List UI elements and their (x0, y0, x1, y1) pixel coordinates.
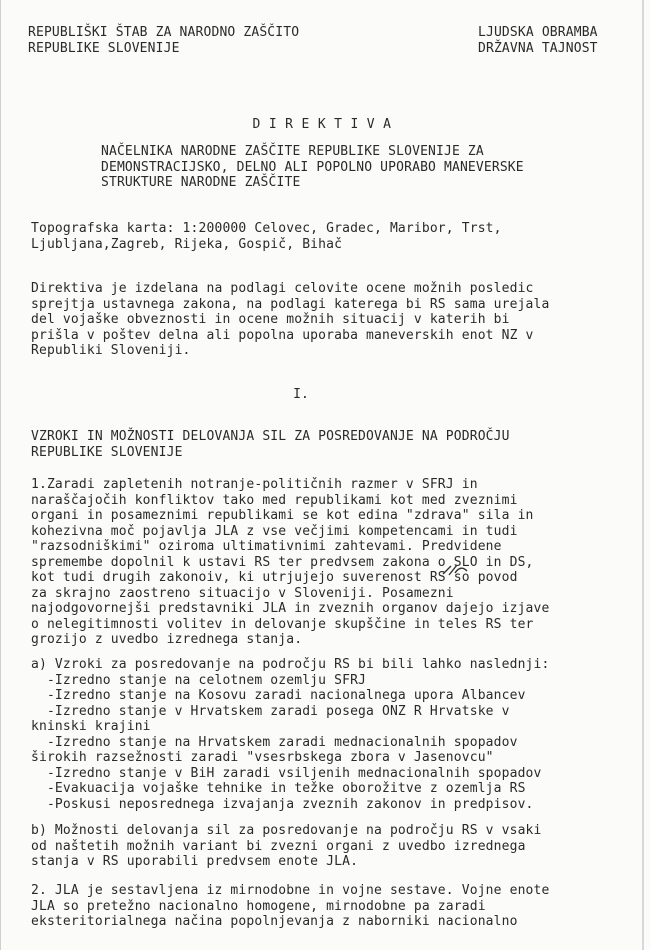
list-a-causes: a) Vzroki za posredovanje na področju RS bi bili lahko naslednji: -Izredno stanje na celotnem ozemlju SFRJ -Izredno stanje na Kosovu zaradi nacionalnega upora Albancev -Izredno stanje v Hrvatskem zaradi posega ONZ R Hrvatske v kninski krajini -Izredno stanje na Hrvatskem zaradi mednacionalnih spopadov širokih razsežnosti zaradi "vsesrbskega zbora v Jasenovcu" -Izredno stanje v BiH zaradi vsiljenih mednacionalnih spopadov -Evakuacija vojaške tehnike in težke oborožitve z ozemlja RS -Poskusi neposrednega izvajanja zveznih zakonov in predpisov. (31, 657, 550, 812)
classification-header: LJUDSKA OBRAMBA DRŽAVNA TAJNOST (478, 25, 598, 56)
issuer-header: REPUBLIŠKI ŠTAB ZA NARODNO ZAŠČITO REPUBLIKE SLOVENIJE (28, 25, 300, 56)
list-b-possibilities: b) Možnosti delovanja sil za posredovanje na področju RS v vsaki od naštetih možnih variant bi zvezni organi z uvedbo izrednega stanja v RS uporabili predvsem enote JLA. (31, 823, 542, 869)
handwritten-correction-mark (441, 563, 469, 577)
topographic-map-reference: Topografska karta: 1:200000 Celovec, Gradec, Maribor, Trst, Ljubljana,Zagreb, Rijeka, Gospič, Bihač (31, 221, 502, 252)
document-title: DIREKTIVA (252, 117, 400, 132)
document-subtitle: NAČELNIKA NARODNE ZAŠČITE REPUBLIKE SLOVENIJE ZA DEMONSTRACIJSKO, DELNO ALI POPOLNO UPORABO MANEVERSKE STRUKTURE NARODNE ZAŠČITE (101, 144, 524, 190)
scan-edge-shadow (642, 0, 644, 950)
section-number: I. (293, 387, 309, 402)
section-heading: VZROKI IN MOŽNOSTI DELOVANJA SIL ZA POSREDOVANJE NA PODROČJU REPUBLIKE SLOVENIJE (31, 429, 510, 460)
paragraph-2: 2. JLA je sestavljena iz mirnodobne in vojne sestave. Vojne enote JLA so pretežno nacionalno homogene, mirnodobne pa zaradi eksteritorialnega načina popolnjevanja z naborniki nacionalno (31, 883, 550, 929)
intro-paragraph: Direktiva je izdelana na podlagi celovite ocene možnih posledic sprejtja ustavnega zakona, na podlagi katerega bi RS sama urejala del vojaške obveznosti in ocene možnih situacij v katerih bi prišla v poštev delna ali popolna uporaba maneverskih enot NZ v Republiki Sloveniji. (31, 281, 550, 358)
paragraph-1: 1.Zaradi zapletenih notranje-političnih razmer v SFRJ in naraščajočih konfliktov tako med republikami kot med zveznimi organi in posameznimi republikami se kot edina "zdrava" sila in kohezivna moč pojavlja JLA z vse večjimi kompetencami in tudi "razsodniškimi" oziroma ultimativnimi zahtevami. Predvidene spremembe dopolnil k ustavi RS ter predvsem zakona o SLO in DS, kot tudi drugih zakonoiv, ki utrjujejo suverenost RS so povod za skrajno zaostreno situacijo v Sloveniji. Posamezni najodgovornejši predstavniki JLA in zveznih organov dajejo izjave o nelegitimnosti volitev in delovanje skupščine in teles RS ter grozijo z uvedbo izrednega stanja. (31, 477, 550, 647)
